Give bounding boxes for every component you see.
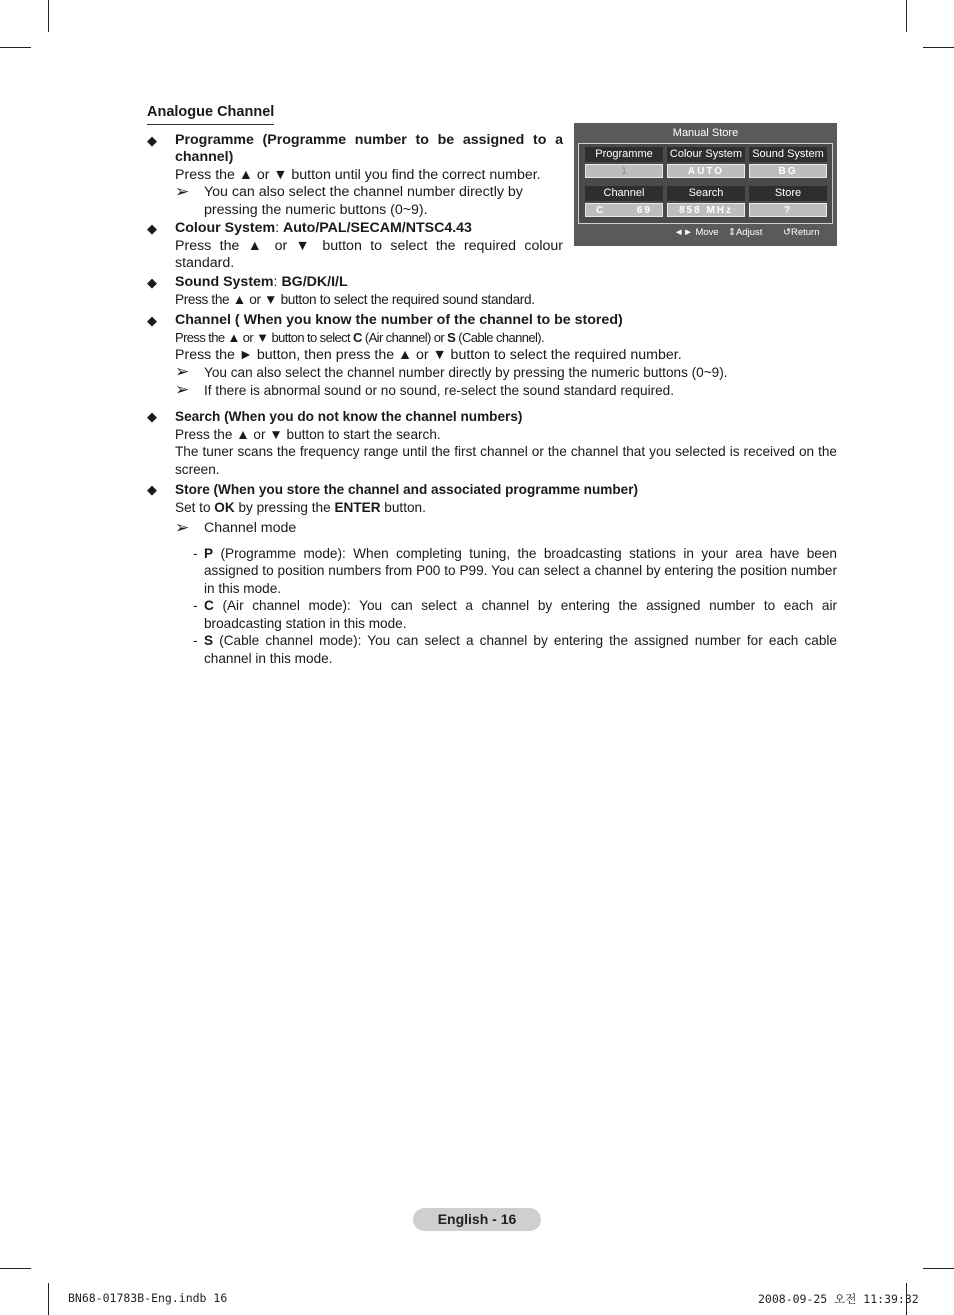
mode-key: P bbox=[204, 545, 214, 561]
text-part: (Cable channel). bbox=[455, 330, 545, 345]
osd-value bbox=[585, 203, 663, 217]
channel-prefix: C bbox=[596, 205, 606, 216]
bullet-store bbox=[147, 481, 837, 538]
channel-number: 69 bbox=[636, 205, 652, 216]
bullet-heading: Store (When you store the channel and associated programme number) bbox=[175, 482, 639, 497]
heading-label: Sound System bbox=[175, 273, 274, 290]
manual-store-osd bbox=[574, 123, 837, 246]
text-part: Press the ▲ or ▼ button to select bbox=[175, 330, 354, 345]
osd-store[interactable] bbox=[749, 186, 827, 217]
print-slug-right: 2008-09-25 오전 11:39:32 bbox=[758, 1292, 919, 1306]
bullet-colour-system bbox=[147, 220, 563, 273]
osd-help-return bbox=[783, 227, 819, 238]
osd-frame bbox=[578, 143, 833, 224]
note bbox=[175, 184, 563, 219]
osd-value: AUTO bbox=[667, 164, 745, 178]
help-label: Move bbox=[695, 227, 719, 238]
osd-programme[interactable] bbox=[585, 147, 663, 178]
page-number: English - 16 bbox=[413, 1208, 541, 1231]
bullet-text: Press the ▲ or ▼ button to select the required colour standard. bbox=[175, 237, 563, 271]
return-icon: ↺ bbox=[783, 227, 791, 238]
mode-text: (Cable channel mode): You can select a channel by entering the assigned number for each cable channel in this mode. bbox=[204, 633, 837, 666]
osd-value: BG bbox=[749, 164, 827, 178]
heading-value: BG/DK/I/L bbox=[281, 273, 348, 290]
mode-text: (Programme mode): When completing tuning, the broadcasting stations in your area have been assigned to position numbers from P00 to P99. You can select a channel by entering the position number in this mode. bbox=[204, 545, 837, 596]
up-down-arrow-icon: ⇕ bbox=[728, 227, 736, 238]
crop-mark bbox=[906, 0, 907, 32]
osd-help-move bbox=[674, 227, 719, 238]
note-text: You can also select the channel number directly by pressing the numeric buttons (0~9). bbox=[204, 365, 728, 380]
osd-value: ? bbox=[749, 203, 827, 217]
bullet-text: Press the ▲ or ▼ button until you find the correct number. bbox=[175, 166, 541, 183]
bullet-heading: Channel ( When you know the number of the channel to be stored) bbox=[175, 311, 623, 328]
osd-colour-system[interactable] bbox=[667, 147, 745, 178]
bullet-heading bbox=[175, 220, 563, 238]
osd-help-adjust bbox=[728, 227, 762, 238]
mode-key: C bbox=[204, 598, 214, 613]
osd-title: Manual Store bbox=[672, 127, 739, 139]
text-key: S bbox=[447, 330, 456, 345]
osd-label: Search bbox=[667, 186, 745, 201]
note bbox=[175, 364, 837, 382]
osd-value: 858 MHz bbox=[667, 203, 745, 217]
crop-mark bbox=[0, 47, 31, 48]
note-arrow-icon: ➢ bbox=[175, 379, 190, 399]
note bbox=[175, 520, 837, 538]
text-part: Set to bbox=[175, 499, 215, 515]
crop-mark bbox=[48, 0, 49, 32]
mode-item-c bbox=[147, 597, 837, 632]
mode-key: S bbox=[204, 633, 214, 648]
note bbox=[175, 379, 837, 400]
left-right-arrow-icon: ◄► bbox=[674, 227, 693, 238]
bullet-text: Press the ▲ or ▼ button to start the search. bbox=[175, 426, 441, 442]
diamond-icon: ◆ bbox=[147, 312, 157, 328]
diamond-icon: ◆ bbox=[147, 274, 157, 290]
bullet-heading: Search (When you do not know the channel numbers) bbox=[175, 409, 523, 424]
heading-separator: : bbox=[275, 220, 284, 236]
bullet-search bbox=[147, 408, 837, 478]
osd-label: Programme bbox=[585, 147, 663, 162]
crop-mark bbox=[48, 1283, 49, 1315]
mode-item-s bbox=[147, 632, 837, 667]
section-title: Analogue Channel bbox=[147, 104, 274, 125]
diamond-icon: ◆ bbox=[147, 132, 157, 148]
note-text: If there is abnormal sound or no sound, re-select the sound standard required. bbox=[204, 382, 675, 398]
text-part: (Air channel) or bbox=[361, 330, 448, 345]
bullet-heading bbox=[175, 274, 837, 292]
bullet-text bbox=[175, 499, 837, 517]
text-part: by pressing the bbox=[234, 499, 335, 515]
heading-label: Colour System bbox=[175, 220, 276, 236]
note-arrow-icon: ➢ bbox=[175, 182, 190, 201]
diamond-icon: ◆ bbox=[147, 482, 157, 497]
bullet-channel bbox=[147, 312, 837, 400]
dash-marker: - bbox=[193, 598, 198, 613]
osd-search[interactable] bbox=[667, 186, 745, 217]
text-key: ENTER bbox=[334, 499, 381, 515]
channel-mode-list bbox=[147, 545, 837, 668]
dash-marker: - bbox=[193, 633, 198, 648]
crop-mark bbox=[0, 1268, 31, 1269]
bullet-text: The tuner scans the frequency range until the first channel or the channel that you selected is received on the screen. bbox=[175, 444, 837, 477]
note-text: You can also select the channel number directly by pressing the numeric buttons (0~9). bbox=[204, 184, 523, 218]
osd-channel[interactable] bbox=[585, 186, 663, 217]
heading-value: Auto/PAL/SECAM/NTSC4.43 bbox=[283, 220, 472, 236]
crop-mark bbox=[923, 1268, 954, 1269]
mode-text: (Air channel mode): You can select a channel by entering the assigned number to each air broadcasting station in this mode. bbox=[204, 598, 837, 631]
help-label: Adjust bbox=[735, 227, 763, 238]
bullet-text: Press the ▲ or ▼ button to select the required sound standard. bbox=[175, 292, 535, 307]
osd-label: Channel bbox=[585, 186, 663, 201]
print-slug-left: BN68-01783B-Eng.indb 16 bbox=[68, 1291, 228, 1305]
diamond-icon: ◆ bbox=[147, 221, 157, 236]
bullet-text: Press the ► button, then press the ▲ or ▼ button to select the required number. bbox=[175, 346, 682, 363]
osd-sound-system[interactable] bbox=[749, 147, 827, 178]
osd-label: Store bbox=[749, 186, 827, 201]
osd-value: 1 bbox=[585, 164, 663, 178]
text-key: C bbox=[353, 330, 362, 345]
note-arrow-icon: ➢ bbox=[175, 518, 190, 537]
bullet-heading: Programme (Programme number to be assigned to a channel) bbox=[175, 131, 563, 165]
bullet-text bbox=[175, 329, 837, 347]
bullet-sound-system bbox=[147, 274, 837, 309]
osd-label: Sound System bbox=[749, 147, 827, 162]
crop-mark bbox=[923, 47, 954, 48]
dash-marker: - bbox=[193, 545, 198, 561]
text-part: button. bbox=[380, 499, 426, 515]
diamond-icon: ◆ bbox=[147, 409, 157, 424]
text-key: OK bbox=[214, 499, 235, 515]
osd-label: Colour System bbox=[667, 147, 745, 162]
bullet-programme bbox=[147, 132, 563, 220]
help-label: Return bbox=[790, 227, 820, 238]
note-text: Channel mode bbox=[204, 520, 297, 536]
heading-separator: : bbox=[273, 273, 282, 290]
mode-item-p bbox=[147, 545, 837, 598]
note-arrow-icon: ➢ bbox=[175, 362, 190, 381]
